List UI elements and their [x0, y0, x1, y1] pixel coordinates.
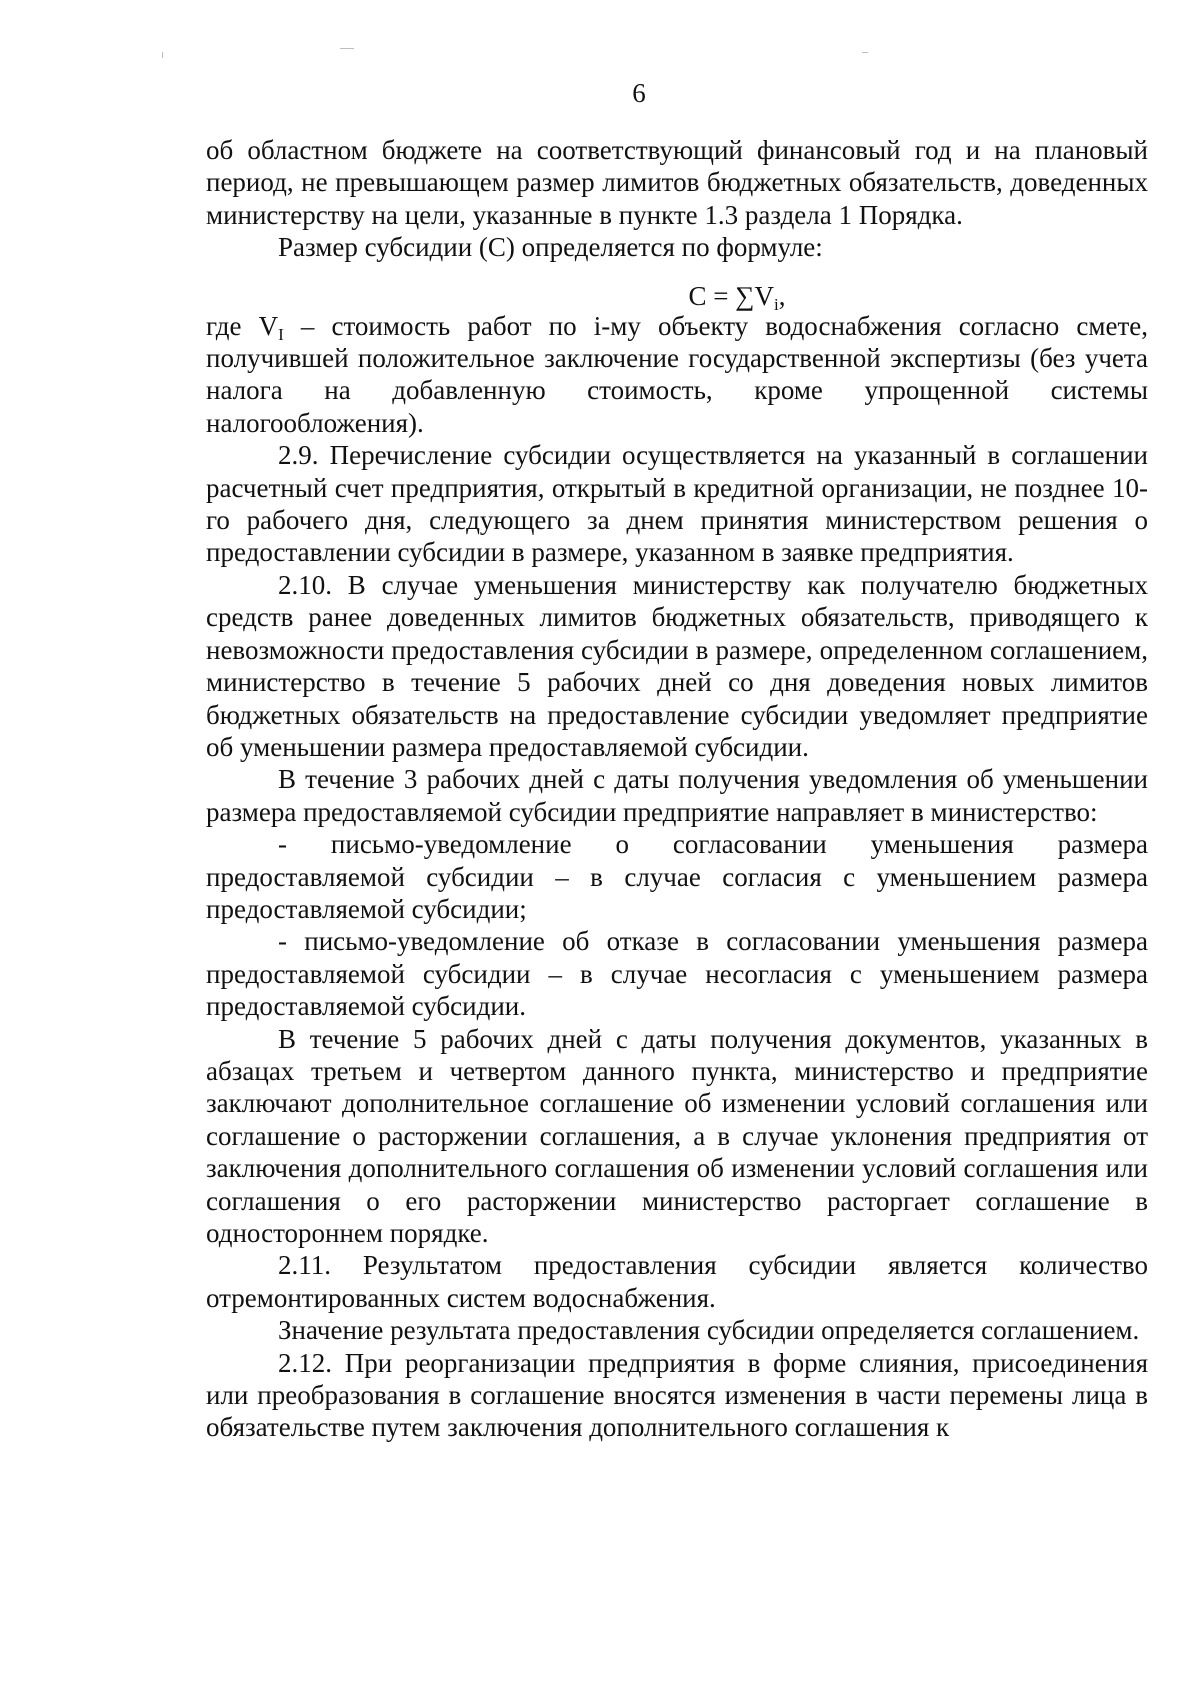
scan-speck [862, 52, 868, 53]
paragraph-2-10: 2.10. В случае уменьшения министерству как получателю бюджетных средств ранее доведенных лимитов бюджетных обязательств, приводящего к невозможности предоставления субсидии в размере, определенном соглашением, министерство в течение 5 рабочих дней со дня доведения новых лимитов бюджетных обязательств на предоставление субсидии уведомляет предприятие об уменьшении размера предоставляемой субсидии. [206, 569, 1148, 762]
document-body [206, 134, 1148, 1444]
paragraph-letter-refusal: - письмо-уведомление об отказе в согласовании уменьшения размера предоставляемой субсидии – в случае несогласия с уменьшением размера предоставляемой субсидии. [206, 926, 1148, 1022]
formula-tail: , [778, 280, 786, 311]
paragraph-additional-agreement: В течение 5 рабочих дней с даты получения документов, указанных в абзацах третьем и четвертом данного пункта, министерство и предприятие заключают дополнительное соглашение об изменении условий соглашения или соглашение о расторжении соглашения, а в случае уклонения предприятия от заключения дополнительного соглашения об изменении условий соглашения или соглашения о его расторжении министерство расторгает соглашение в одностороннем порядке. [206, 1023, 1148, 1248]
explanation-text: – стоимость работ по i-му объекту водоснабжения согласно смете, получившей положительное заключение государственной экспертизы (без учета налога на добавленную стоимость, кроме упрощенной системы налогообложения). [206, 310, 1148, 438]
paragraph-letter-agreement: - письмо-уведомление о согласовании уменьшения размера предоставляемой субсидии – в случае согласия с уменьшением размера предоставляемой субсидии; [206, 829, 1148, 924]
paragraph-subsidy-size: Размер субсидии (С) определяется по формуле: [278, 232, 823, 263]
paragraph-2-12: 2.12. При реорганизации предприятия в форме слияния, присоединения или преобразования в соглашение вносятся изменения в части перемены лица в обязательстве путем заключения дополнительного соглашения к [206, 1347, 1148, 1443]
paragraph-formula-explanation [206, 310, 1148, 440]
subsidy-formula [206, 264, 1148, 314]
scan-speck [162, 52, 163, 58]
formula-lhs: С = ∑V [688, 280, 774, 311]
paragraph-budget-continuation: об областном бюджете на соответствующий финансовый год и на плановый период, не превышающем размер лимитов бюджетных обязательств, доведенных министерству на цели, указанные в пункте 1.3 раздела 1 Порядка. [206, 135, 1148, 230]
scan-speck [340, 48, 354, 49]
formula-subscript: i [774, 294, 779, 314]
paragraph-2-9: 2.9. Перечисление субсидии осуществляется на указанный в соглашении расчетный счет предприятия, открытый в кредитной организации, не позднее 10-го рабочего дня, следующего за днем принятия министерством решения о предоставлении субсидии в размере, указанном в заявке предприятия. [206, 440, 1148, 568]
page-number: 6 [632, 78, 646, 108]
explanation-prefix: где V [206, 310, 279, 341]
paragraph-2-11: 2.11. Результатом предоставления субсидии является количество отремонтированных систем водоснабжения. [206, 1250, 1148, 1313]
paragraph-result-value: Значение результата предоставления субсидии определяется соглашением. [278, 1315, 1140, 1346]
paragraph-notice-3-days: В течение 3 рабочих дней с даты получения уведомления об уменьшении размера предоставляемой субсидии предприятие направляет в министерство: [206, 764, 1148, 827]
explanation-subscript: I [278, 324, 284, 344]
